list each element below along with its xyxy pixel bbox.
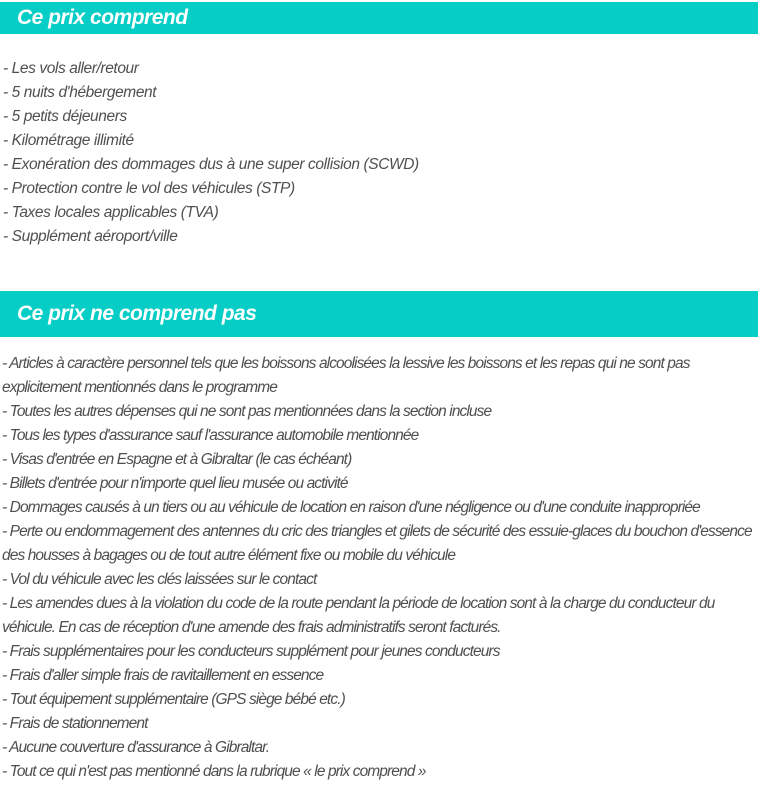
list-item: - Tout équipement supplémentaire (GPS siège bébé etc.) (2, 691, 345, 708)
list-item: - Frais supplémentaires pour les conducteurs supplément pour jeunes conducteurs (2, 643, 500, 660)
section-title: Ce prix comprend (17, 6, 188, 29)
list-item: - Frais de stationnement (2, 715, 148, 732)
list-item: - Dommages causés à un tiers ou au véhicule de location en raison d'une négligence ou d'une conduite inappropriée (2, 499, 700, 516)
list-item: - Les vols aller/retour (3, 60, 139, 77)
price-excludes-section (0, 291, 758, 784)
list-item: - Vol du véhicule avec les clés laissées sur le contact (2, 571, 317, 588)
list-item: - Tous les types d'assurance sauf l'assurance automobile mentionnée (2, 427, 419, 444)
list-item: - Toutes les autres dépenses qui ne sont pas mentionnées dans la section incluse (2, 403, 492, 420)
price-includes-list (0, 57, 758, 249)
list-item: - Frais d'aller simple frais de ravitaillement en essence (2, 667, 324, 684)
price-includes-section (0, 2, 758, 249)
list-item: - Les amendes dues à la violation du code de la route pendant la période de location sont à la charge du conducteur du véhicule. En cas de réception d'une amende des frais administratifs seront facturés. (2, 595, 715, 636)
list-item: - Supplément aéroport/ville (3, 228, 178, 245)
section-header-price-excludes (0, 291, 758, 337)
list-item: - Articles à caractère personnel tels que les boissons alcoolisées la lessive les boissons et les repas qui ne sont pas explicitement mentionnés dans le programme (2, 355, 690, 396)
section-title: Ce prix ne comprend pas (17, 302, 257, 325)
list-item: - Tout ce qui n'est pas mentionné dans la rubrique « le prix comprend » (2, 763, 426, 780)
section-header-price-includes (0, 2, 758, 34)
list-item: - 5 nuits d'hébergement (3, 84, 157, 101)
list-item: - Visas d'entrée en Espagne et à Gibraltar (le cas échéant) (2, 451, 352, 468)
list-item: - Protection contre le vol des véhicules (STP) (3, 180, 295, 197)
price-excludes-list (0, 352, 758, 784)
list-item: - 5 petits déjeuners (3, 108, 127, 125)
list-item: - Perte ou endommagement des antennes du cric des triangles et gilets de sécurité des essuie-glaces du bouchon d'essence des housses à bagages ou de tout autre élément fixe ou mobile du véhicule (2, 523, 752, 564)
list-item: - Billets d'entrée pour n'importe quel lieu musée ou activité (2, 475, 348, 492)
list-item: - Aucune couverture d'assurance à Gibraltar. (2, 739, 270, 756)
list-item: - Taxes locales applicables (TVA) (3, 204, 219, 221)
list-item: - Kilométrage illimité (3, 132, 134, 149)
list-item: - Exonération des dommages dus à une super collision (SCWD) (3, 156, 419, 173)
